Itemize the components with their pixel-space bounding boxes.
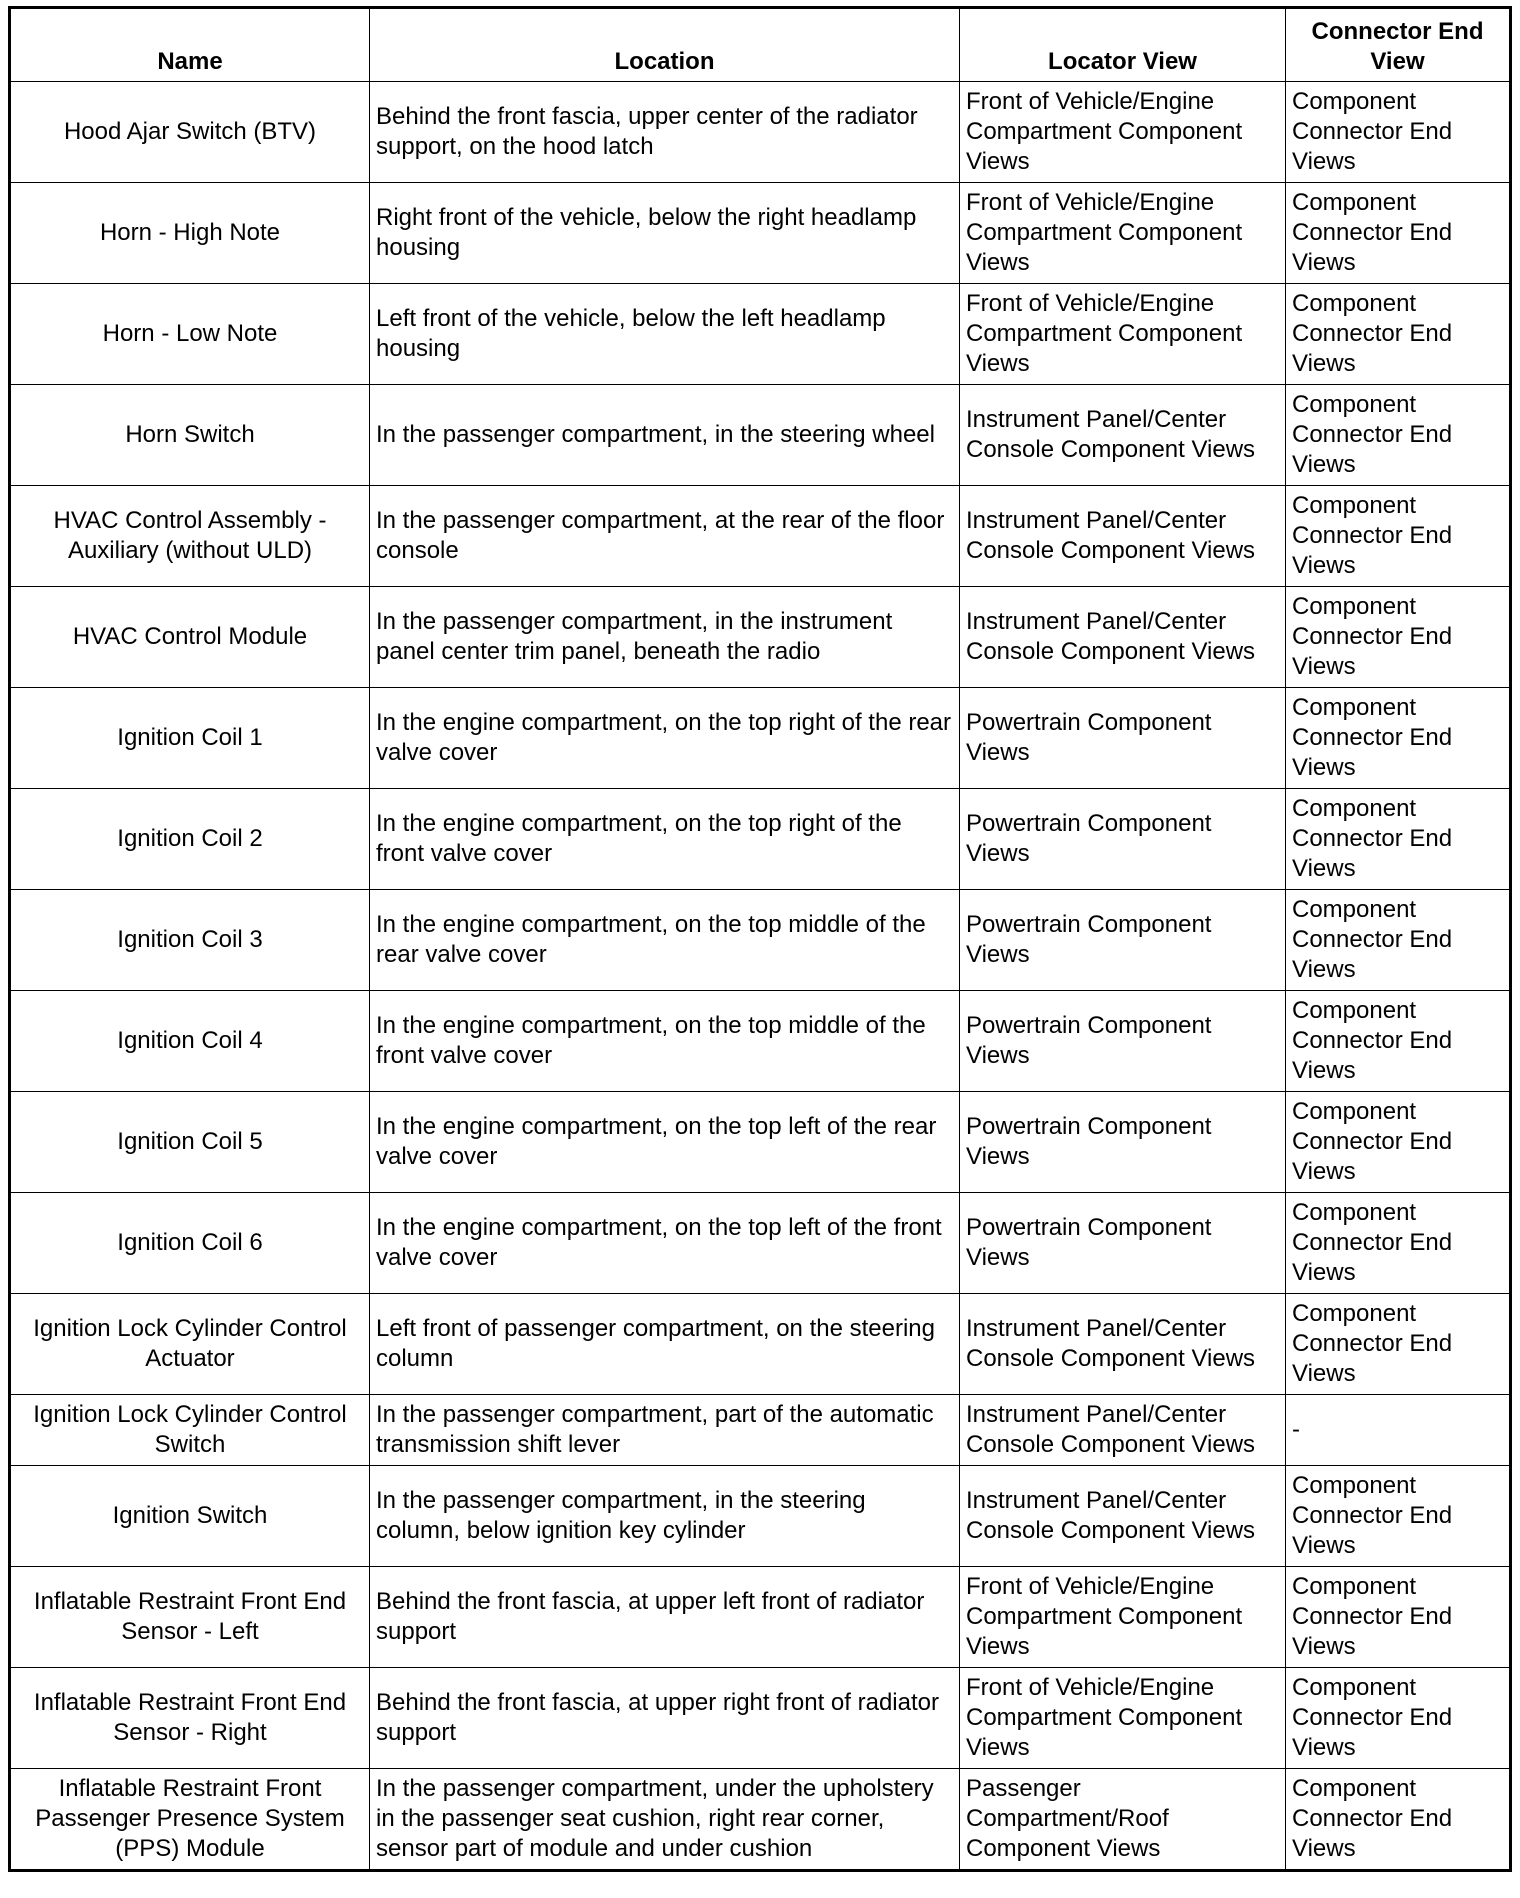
cell-connector-end-view: Component Connector End Views	[1286, 486, 1511, 587]
cell-connector-end-view: Component Connector End Views	[1286, 1294, 1511, 1395]
cell-name: Ignition Coil 4	[10, 991, 370, 1092]
table-row	[10, 1567, 1511, 1668]
cell-connector-end-view: Component Connector End Views	[1286, 1567, 1511, 1668]
cell-location: Left front of the vehicle, below the left headlamp housing	[370, 284, 960, 385]
table-row	[10, 991, 1511, 1092]
cell-locator-view: Instrument Panel/Center Console Component Views	[960, 486, 1286, 587]
cell-location: In the passenger compartment, in the steering column, below ignition key cylinder	[370, 1466, 960, 1567]
cell-location: Behind the front fascia, at upper left front of radiator support	[370, 1567, 960, 1668]
table-row	[10, 789, 1511, 890]
table-row	[10, 890, 1511, 991]
table-row	[10, 1668, 1511, 1769]
cell-connector-end-view: Component Connector End Views	[1286, 385, 1511, 486]
cell-locator-view: Powertrain Component Views	[960, 890, 1286, 991]
table-row	[10, 1769, 1511, 1871]
table-row	[10, 82, 1511, 183]
cell-locator-view: Front of Vehicle/Engine Compartment Component Views	[960, 1567, 1286, 1668]
cell-name: Inflatable Restraint Front End Sensor - Left	[10, 1567, 370, 1668]
header-row	[10, 8, 1511, 82]
cell-name: Ignition Lock Cylinder Control Switch	[10, 1395, 370, 1466]
cell-name: Horn - High Note	[10, 183, 370, 284]
cell-connector-end-view: Component Connector End Views	[1286, 1193, 1511, 1294]
cell-locator-view: Powertrain Component Views	[960, 991, 1286, 1092]
header-locator-view: Locator View	[960, 8, 1286, 82]
cell-location: Right front of the vehicle, below the right headlamp housing	[370, 183, 960, 284]
cell-location: Behind the front fascia, upper center of the radiator support, on the hood latch	[370, 82, 960, 183]
cell-connector-end-view: Component Connector End Views	[1286, 82, 1511, 183]
cell-name: Ignition Coil 5	[10, 1092, 370, 1193]
cell-name: Ignition Coil 6	[10, 1193, 370, 1294]
cell-location: In the passenger compartment, in the instrument panel center trim panel, beneath the radio	[370, 587, 960, 688]
cell-locator-view: Instrument Panel/Center Console Component Views	[960, 1395, 1286, 1466]
cell-locator-view: Powertrain Component Views	[960, 688, 1286, 789]
cell-connector-end-view: Component Connector End Views	[1286, 587, 1511, 688]
cell-locator-view: Powertrain Component Views	[960, 1092, 1286, 1193]
cell-locator-view: Powertrain Component Views	[960, 789, 1286, 890]
header-connector-end-view: Connector End View	[1286, 8, 1511, 82]
cell-connector-end-view: Component Connector End Views	[1286, 1466, 1511, 1567]
table-row	[10, 1466, 1511, 1567]
cell-name: Horn - Low Note	[10, 284, 370, 385]
cell-connector-end-view: Component Connector End Views	[1286, 1092, 1511, 1193]
cell-name: Ignition Coil 1	[10, 688, 370, 789]
cell-locator-view: Passenger Compartment/Roof Component Views	[960, 1769, 1286, 1871]
cell-locator-view: Front of Vehicle/Engine Compartment Component Views	[960, 1668, 1286, 1769]
cell-connector-end-view: Component Connector End Views	[1286, 688, 1511, 789]
table-row	[10, 1193, 1511, 1294]
cell-name: Ignition Lock Cylinder Control Actuator	[10, 1294, 370, 1395]
cell-locator-view: Front of Vehicle/Engine Compartment Component Views	[960, 183, 1286, 284]
cell-location: In the engine compartment, on the top left of the front valve cover	[370, 1193, 960, 1294]
cell-name: Horn Switch	[10, 385, 370, 486]
cell-name: HVAC Control Assembly - Auxiliary (without ULD)	[10, 486, 370, 587]
cell-locator-view: Instrument Panel/Center Console Component Views	[960, 1466, 1286, 1567]
cell-locator-view: Powertrain Component Views	[960, 1193, 1286, 1294]
cell-connector-end-view: Component Connector End Views	[1286, 1668, 1511, 1769]
cell-location: Left front of passenger compartment, on the steering column	[370, 1294, 960, 1395]
cell-location: In the passenger compartment, in the steering wheel	[370, 385, 960, 486]
cell-locator-view: Instrument Panel/Center Console Component Views	[960, 385, 1286, 486]
cell-locator-view: Instrument Panel/Center Console Component Views	[960, 587, 1286, 688]
cell-name: Inflatable Restraint Front End Sensor - Right	[10, 1668, 370, 1769]
cell-location: In the passenger compartment, under the upholstery in the passenger seat cushion, right rear corner, sensor part of module and under cushion	[370, 1769, 960, 1871]
cell-name: Ignition Switch	[10, 1466, 370, 1567]
cell-connector-end-view: Component Connector End Views	[1286, 991, 1511, 1092]
cell-connector-end-view: Component Connector End Views	[1286, 890, 1511, 991]
cell-location: In the engine compartment, on the top middle of the rear valve cover	[370, 890, 960, 991]
table-row	[10, 587, 1511, 688]
table-row	[10, 1395, 1511, 1466]
cell-location: In the engine compartment, on the top right of the front valve cover	[370, 789, 960, 890]
cell-name: Inflatable Restraint Front Passenger Presence System (PPS) Module	[10, 1769, 370, 1871]
cell-name: HVAC Control Module	[10, 587, 370, 688]
cell-location: Behind the front fascia, at upper right front of radiator support	[370, 1668, 960, 1769]
cell-connector-end-view: -	[1286, 1395, 1511, 1466]
header-location: Location	[370, 8, 960, 82]
cell-locator-view: Front of Vehicle/Engine Compartment Component Views	[960, 284, 1286, 385]
cell-name: Ignition Coil 2	[10, 789, 370, 890]
table-row	[10, 1092, 1511, 1193]
cell-locator-view: Front of Vehicle/Engine Compartment Component Views	[960, 82, 1286, 183]
cell-locator-view: Instrument Panel/Center Console Component Views	[960, 1294, 1286, 1395]
cell-name: Hood Ajar Switch (BTV)	[10, 82, 370, 183]
component-locator-table	[8, 6, 1512, 1872]
cell-connector-end-view: Component Connector End Views	[1286, 284, 1511, 385]
cell-location: In the passenger compartment, part of the automatic transmission shift lever	[370, 1395, 960, 1466]
cell-location: In the passenger compartment, at the rear of the floor console	[370, 486, 960, 587]
cell-location: In the engine compartment, on the top left of the rear valve cover	[370, 1092, 960, 1193]
table-row	[10, 1294, 1511, 1395]
cell-connector-end-view: Component Connector End Views	[1286, 1769, 1511, 1871]
cell-connector-end-view: Component Connector End Views	[1286, 789, 1511, 890]
header-name: Name	[10, 8, 370, 82]
table-row	[10, 688, 1511, 789]
table-row	[10, 385, 1511, 486]
table-row	[10, 486, 1511, 587]
cell-connector-end-view: Component Connector End Views	[1286, 183, 1511, 284]
cell-location: In the engine compartment, on the top middle of the front valve cover	[370, 991, 960, 1092]
table-row	[10, 183, 1511, 284]
table-row	[10, 284, 1511, 385]
cell-name: Ignition Coil 3	[10, 890, 370, 991]
cell-location: In the engine compartment, on the top right of the rear valve cover	[370, 688, 960, 789]
